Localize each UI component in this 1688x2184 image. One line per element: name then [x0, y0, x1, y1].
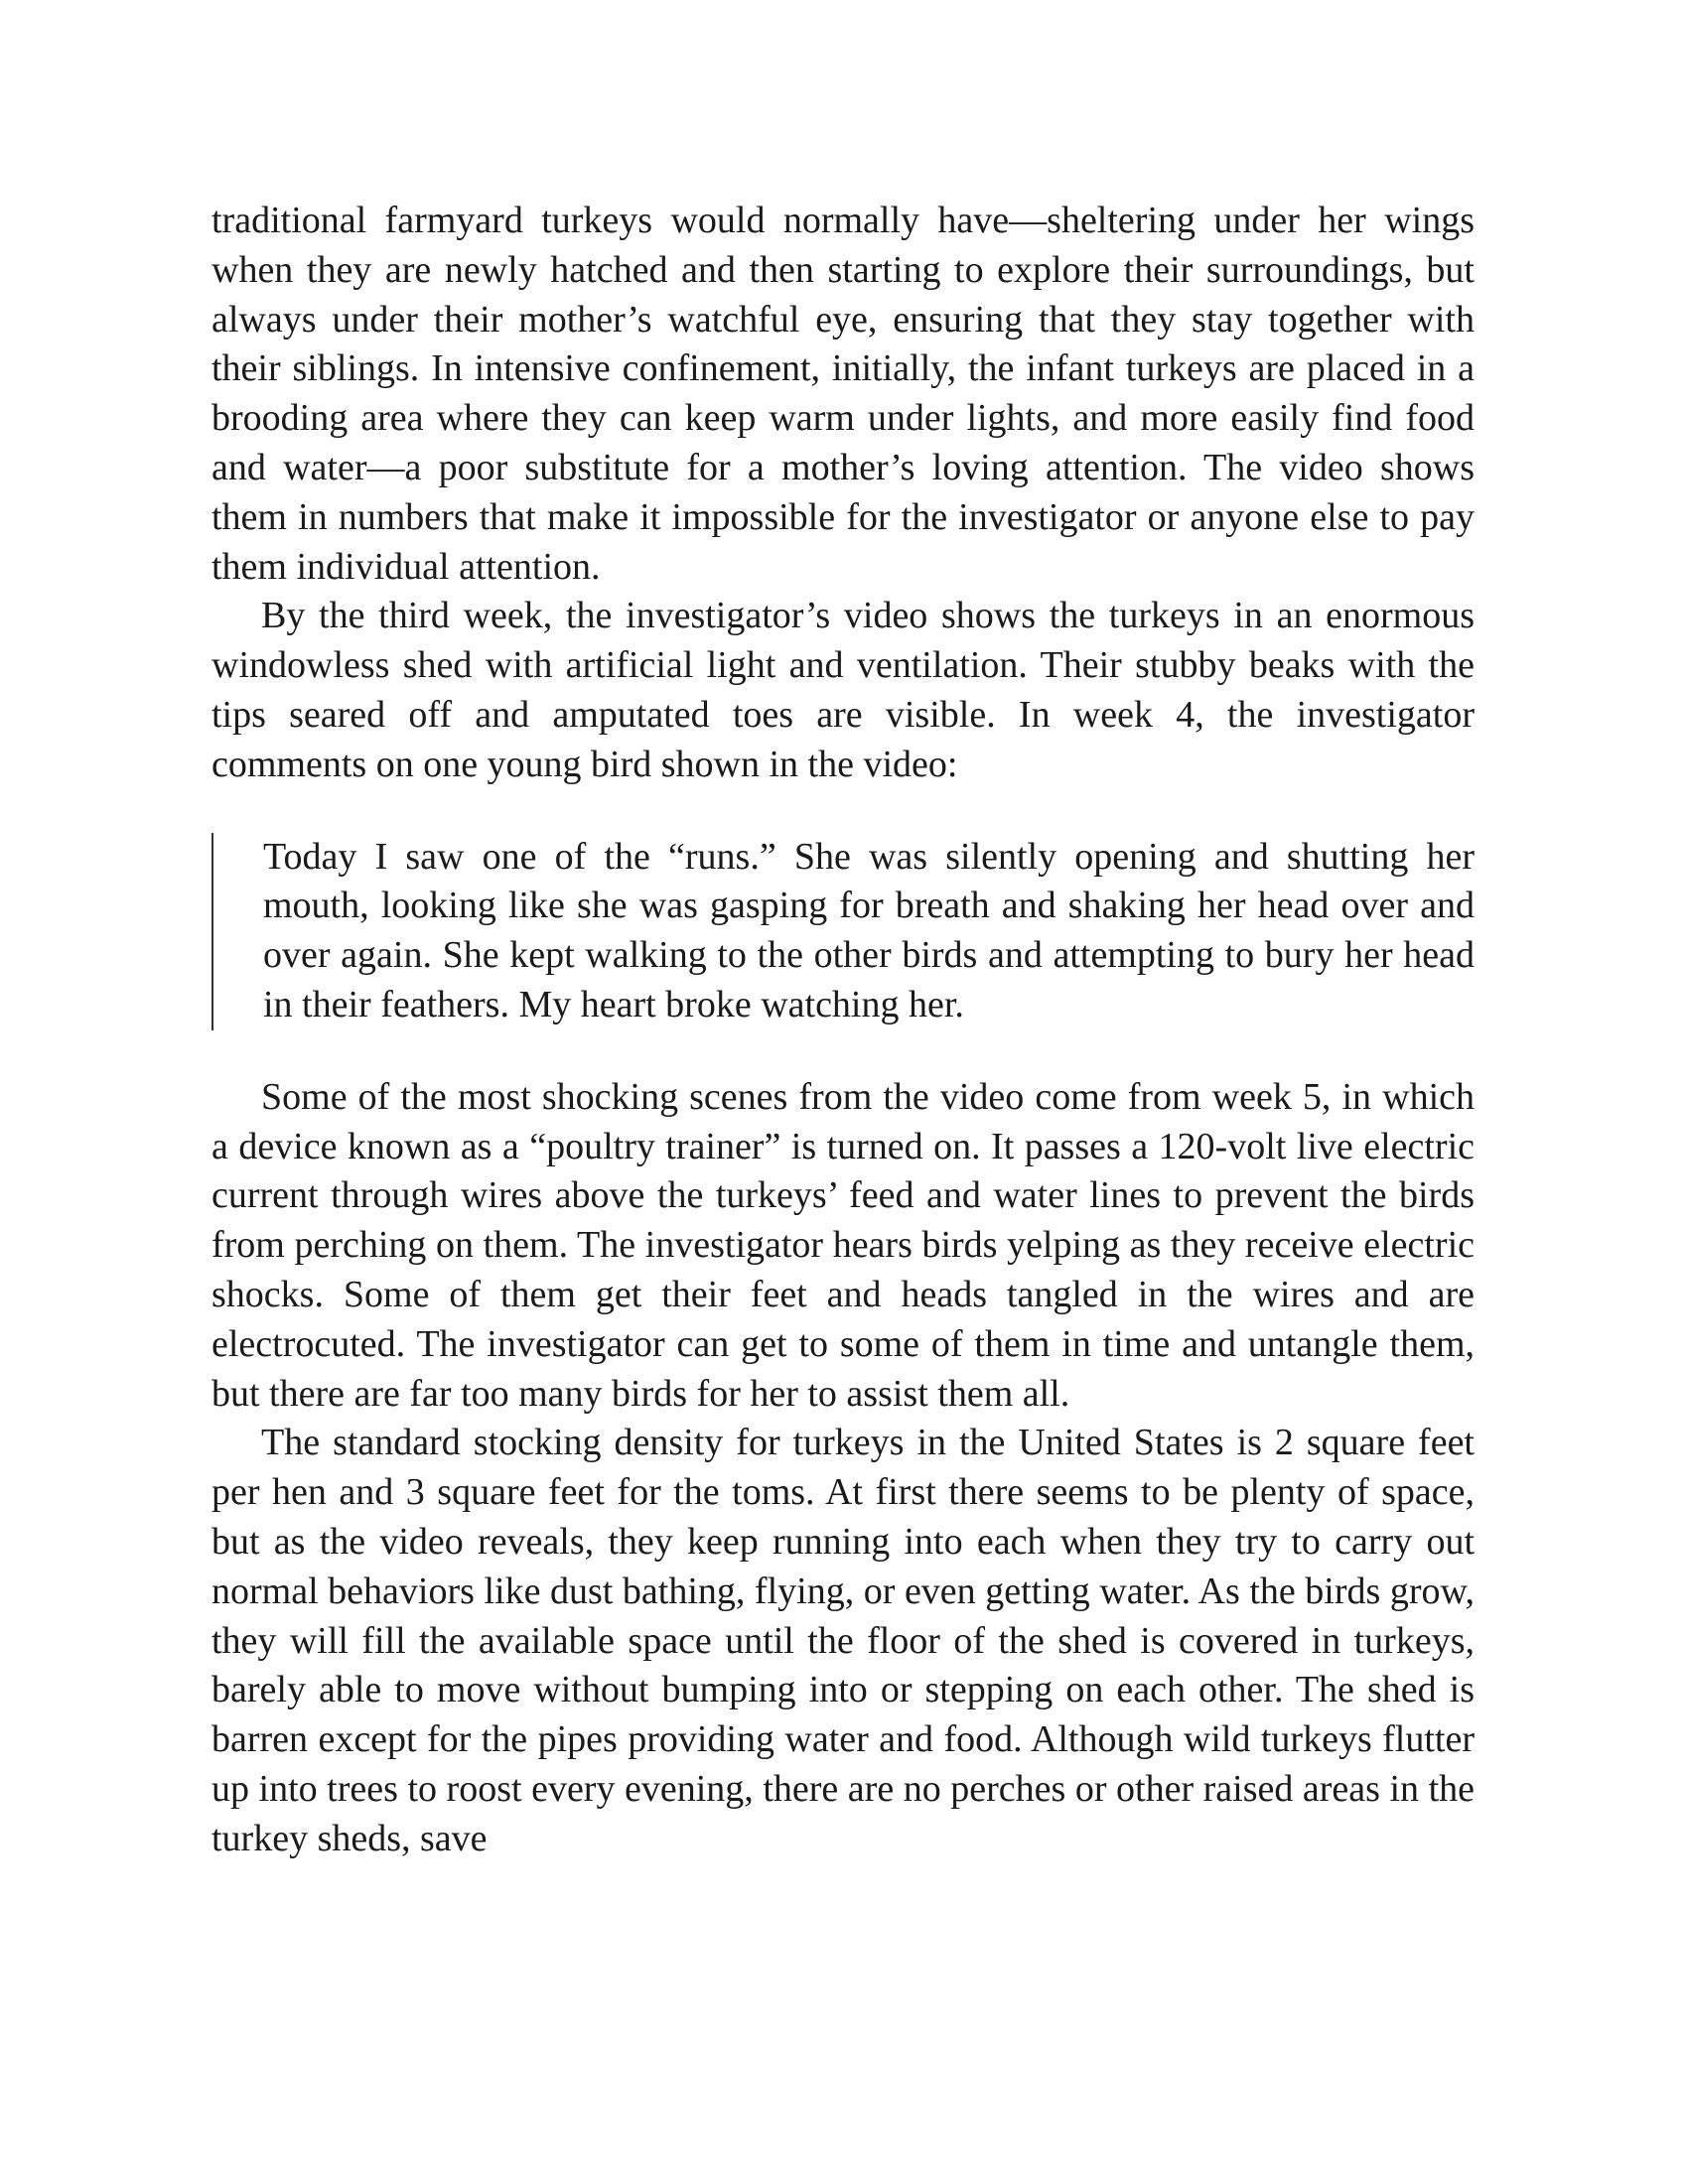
paragraph-third-week: By the third week, the investigator’s video shows the turkeys in an enormous windowless shed with artificial light and ventilation. Their stubby beaks with the tips seared off and amputated toes are visible. In week 4, the investigator comments on one young bird shown in the video:	[211, 595, 1475, 785]
paragraph-poultry-trainer: Some of the most shocking scenes from the video come from week 5, in which a device known as a “poultry trainer” is turned on. It passes a 120-volt live electric current through wires above the turkeys’ feed and water lines to prevent the birds from perching on them. The investigator hears birds yelping as they receive electric shocks. Some of them get their feet and heads tangled in the wires and are electrocuted. The investigator can get to some of them in time and untangle them, but there are far too many birds for her to assist them all.	[211, 1075, 1475, 1415]
page-body	[211, 197, 1475, 1864]
paragraph-stocking-density: The standard stocking density for turkeys in the United States is 2 square feet per hen and 3 square feet for the toms. At first there seems to be plenty of space, but as the video reveals, they keep running into each when they try to carry out normal behaviors like dust bathing, flying, or even getting water. As the birds grow, they will fill the available space until the floor of the shed is covered in turkeys, barely able to move without bumping into or stepping on each other. The shed is barren except for the pipes providing water and food. Although wild turkeys flutter up into trees to roost every evening, there are no perches or other raised areas in the turkey sheds, save	[211, 1422, 1475, 1859]
blockquote-investigator: Today I saw one of the “runs.” She was silently opening and shutting her mouth, looking like she was gasping for breath and shaking her head over and over again. She kept walking to the other birds and attempting to bury her head in their feathers. My heart broke watching her.	[211, 833, 1475, 1030]
paragraph-farmyard-turkeys: traditional farmyard turkeys would normally have—sheltering under her wings when they are newly hatched and then starting to explore their surroundings, but always under their mother’s watchful eye, ensuring that they stay together with their siblings. In intensive confinement, initially, the infant turkeys are placed in a brooding area where they can keep warm under lights, and more easily find food and water—a poor substitute for a mother’s loving attention. The video shows them in numbers that make it impossible for the investigator or anyone else to pay them individual attention.	[211, 200, 1475, 588]
